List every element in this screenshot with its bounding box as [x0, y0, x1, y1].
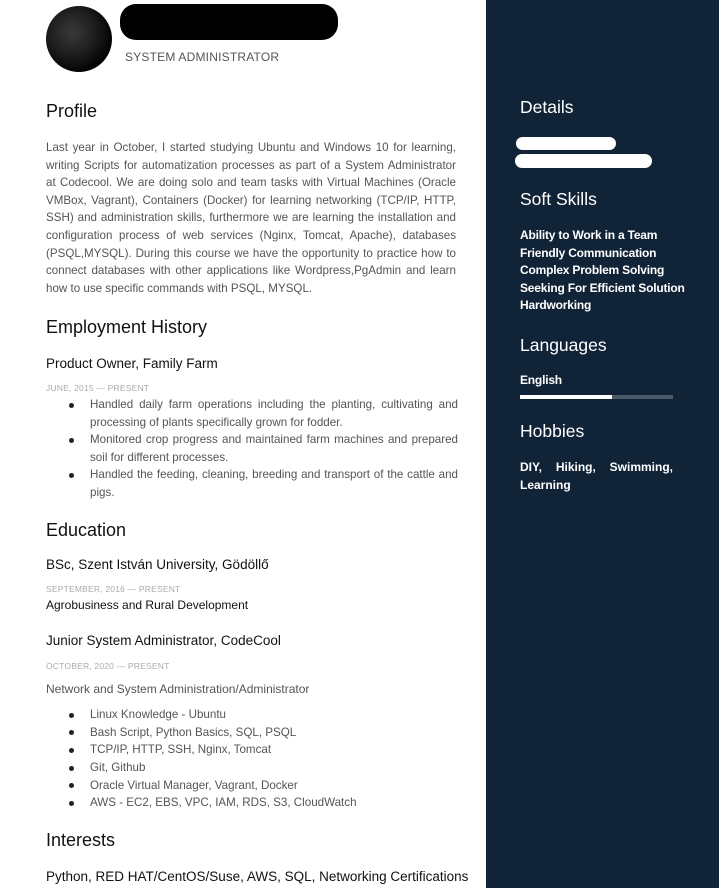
list-item: Linux Knowledge - Ubuntu: [46, 706, 458, 724]
employment-dates: JUNE, 2015 — PRESENT: [46, 383, 150, 393]
profile-text: Last year in October, I started studying Ubuntu and Windows 10 for learning, writing Scripts for automatization processes as part of a System Administrator at Codecool. We are doing solo and team tasks with Virtual Machines (Oracle VMBox, Vagrant), Containers (Docker) for learning networking (TCP/IP, HTTP, SSH) and administration skills, furthermore we are learning the installation and configuration process of web services (Nginx, Tomcat, Apache), databases (PSQL,MYSQL). During this course we have the opportunity to practice how to connect databases with other applications like Wordpress,PgAdmin and learn how to use specific commands with PSQL, MYSQL.: [46, 141, 456, 295]
soft-skill-item: Complex Problem Solving: [520, 263, 665, 277]
language-name: English: [520, 373, 562, 387]
education-entry-title: Junior System Administrator, CodeCool: [46, 633, 281, 648]
list-item: Bash Script, Python Basics, SQL, PSQL: [46, 724, 458, 742]
redacted-detail: [516, 137, 616, 150]
employment-job-title: Product Owner, Family Farm: [46, 356, 218, 371]
languages-heading: Languages: [520, 335, 607, 355]
soft-skill-item: Hardworking: [520, 298, 592, 312]
interests-heading: Interests: [46, 830, 116, 850]
education-entry-dates: OCTOBER, 2020 — PRESENT: [46, 661, 170, 671]
education-entry-subtitle: Agrobusiness and Rural Development: [46, 598, 249, 612]
language-level-fill: [520, 395, 612, 399]
avatar: [46, 6, 112, 72]
list-item: Git, Github: [46, 759, 458, 777]
education-entry-title: BSc, Szent István University, Gödöllő: [46, 557, 269, 572]
list-item: Oracle Virtual Manager, Vagrant, Docker: [46, 777, 458, 795]
list-item: TCP/IP, HTTP, SSH, Nginx, Tomcat: [46, 741, 458, 759]
details-heading: Details: [520, 97, 574, 117]
soft-skills-heading: Soft Skills: [520, 189, 597, 209]
interests-text: Python, RED HAT/CentOS/Suse, AWS, SQL, Networking Certifications: [46, 869, 469, 884]
hobbies-text: DIY, Hiking, Swimming, Learning: [520, 460, 673, 492]
education-skill-bullets: [46, 706, 458, 812]
job-title: SYSTEM ADMINISTRATOR: [125, 50, 280, 64]
list-item: Monitored crop progress and maintained farm machines and prepared soil for different processes.: [46, 431, 458, 466]
soft-skill-item: Ability to Work in a Team: [520, 228, 658, 242]
employment-bullets: [46, 396, 458, 502]
resume-sidebar: [486, 0, 719, 888]
list-item: AWS - EC2, EBS, VPC, IAM, RDS, S3, CloudWatch: [46, 794, 458, 812]
redacted-name: [120, 4, 338, 40]
list-item: Handled daily farm operations including the planting, cultivating and processing of plants specifically grown for fodder.: [46, 396, 458, 431]
redacted-detail: [515, 154, 652, 168]
education-entry-dates: SEPTEMBER, 2016 — PRESENT: [46, 584, 181, 594]
profile-heading: Profile: [46, 101, 98, 121]
education-heading: Education: [46, 520, 127, 540]
list-item: Handled the feeding, cleaning, breeding and transport of the cattle and pigs.: [46, 466, 458, 501]
soft-skill-item: Friendly Communication: [520, 246, 657, 260]
education-entry-subtitle: Network and System Administration/Administrator: [46, 682, 310, 696]
soft-skill-item: Seeking For Efficient Solution: [520, 281, 685, 295]
language-level-bar: [520, 395, 673, 399]
employment-heading: Employment History: [46, 317, 208, 337]
hobbies-heading: Hobbies: [520, 421, 585, 441]
